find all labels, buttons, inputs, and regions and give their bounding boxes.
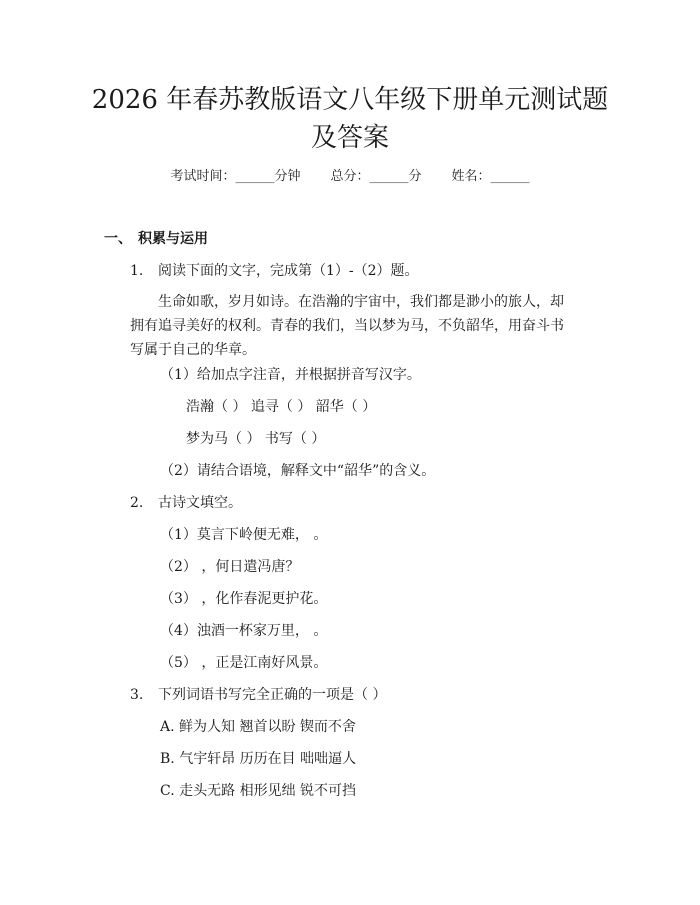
section-number: 一、 — [104, 231, 132, 247]
poem-blank: （2） ，何日遣冯唐？ — [160, 559, 300, 575]
question-3 — [130, 684, 386, 706]
question-text: 阅读下面的文字，完成第（1）-（2）题。 — [158, 263, 419, 279]
poem-blank: （3） ，化作春泥更护花。 — [160, 591, 328, 607]
option-c: C. 走头无路 相形见绌 锐不可挡 — [160, 783, 357, 799]
section-heading — [104, 228, 208, 250]
pinyin-line-1: 浩瀚（ ） 追寻（ ） 韶华（ ） — [186, 399, 377, 415]
exam-meta — [0, 166, 700, 188]
question-text: 古诗文填空。 — [158, 495, 242, 511]
exam-score: 总分：______分 — [330, 169, 422, 184]
page-title-continued: 及答案 — [310, 123, 389, 153]
sub-question-2: （2）请结合语境，解释文中“韶华”的含义。 — [160, 463, 436, 479]
reading-passage: 生命如歌，岁月如诗。在浩瀚的宇宙中，我们都是渺小的旅人，却拥有追寻美好的权利。青春的我们，当以梦为马，不负韶华，用奋斗书写属于自己的华章。 — [130, 294, 564, 358]
poem-blank: （5） ，正是江南好风景。 — [160, 655, 328, 671]
question-number: 1. — [130, 263, 144, 279]
question-number: 3. — [130, 687, 144, 703]
exam-name: 姓名：______ — [451, 169, 530, 184]
option-b: B. 气宇轩昂 历历在目 咄咄逼人 — [160, 751, 357, 767]
option-a: A. 鲜为人知 翘首以盼 锲而不舍 — [160, 719, 356, 735]
sub-question-1: （1）给加点字注音，并根据拼音写汉字。 — [160, 367, 421, 383]
page-title: 2026 年春苏教版语文八年级下册单元测试题 — [91, 85, 609, 115]
exam-time: 考试时间：______分钟 — [170, 169, 301, 184]
question-number: 2. — [130, 495, 144, 511]
poem-blank: （4）浊酒一杯家万里， 。 — [160, 623, 328, 639]
pinyin-line-2: 梦为马（ ） 书写（ ） — [186, 431, 326, 447]
section-title: 积累与运用 — [138, 231, 208, 247]
poem-blank: （1）莫言下岭便无难， 。 — [160, 527, 328, 543]
question-text: 下列词语书写完全正确的一项是（ ） — [158, 687, 387, 703]
question-2 — [130, 492, 242, 514]
question-1 — [130, 260, 419, 282]
